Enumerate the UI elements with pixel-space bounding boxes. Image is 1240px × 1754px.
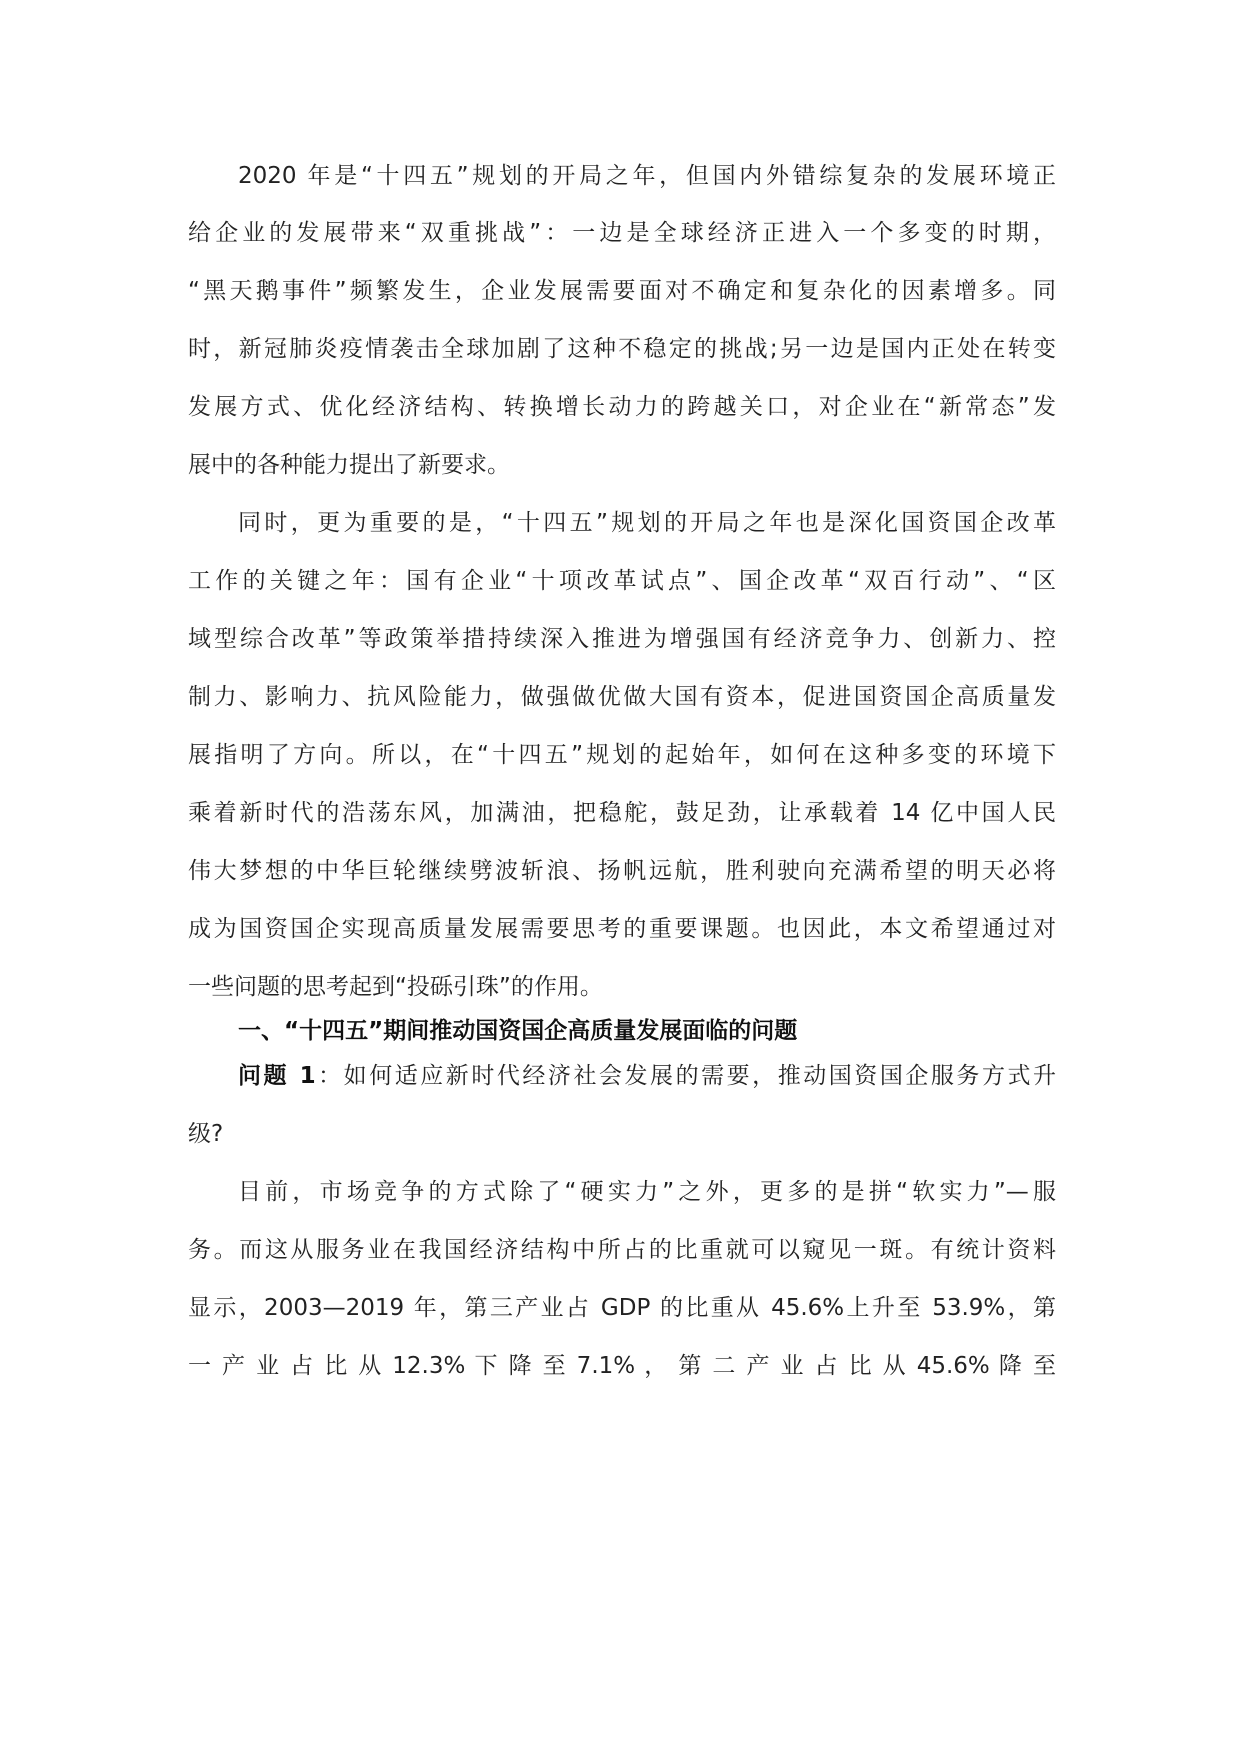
- paragraph-1-line-6: 展中的各种能力提出了新要求。: [188, 452, 510, 478]
- paragraph-2-line-5: 展指明了方向。所以，在“十四五”规划的起始年，如何在这种多变的环境下: [188, 742, 1056, 768]
- question-1-label: 问题 1: [238, 1063, 316, 1089]
- paragraph-1-line-2: 给企业的发展带来“双重挑战”：一边是全球经济正进入一个多变的时期，: [188, 220, 1056, 246]
- paragraph-2-line-6: 乘着新时代的浩荡东风，加满油，把稳舵，鼓足劲，让承载着 14 亿中国人民: [188, 800, 1056, 826]
- question-1-text: ：如何适应新时代经济社会发展的需要，推动国资国企服务方式升: [315, 1063, 1056, 1089]
- paragraph-2-line-3: 域型综合改革”等政策举措持续深入推进为增强国有经济竞争力、创新力、控: [188, 626, 1056, 652]
- paragraph-3-line-1: 目前，市场竞争的方式除了“硬实力”之外，更多的是拼“软实力”—服: [238, 1179, 1056, 1205]
- paragraph-3-line-2: 务。而这从服务业在我国经济结构中所占的比重就可以窥见一斑。有统计资料: [188, 1237, 1056, 1263]
- paragraph-2-line-9: 一些问题的思考起到“投砾引珠”的作用。: [188, 974, 603, 1000]
- paragraph-3-line-3: 显示，2003—2019 年，第三产业占 GDP 的比重从 45.6%上升至 53.9%，第: [188, 1295, 1056, 1321]
- paragraph-3-line-4: 一 产 业 占 比 从 12.3% 下 降 至 7.1% ， 第 二 产 业 占 比 从 45.6% 降 至: [188, 1353, 1056, 1379]
- question-1-line-1: [188, 1060, 1056, 1092]
- paragraph-2-line-4: 制力、影响力、抗风险能力，做强做优做大国有资本，促进国资国企高质量发: [188, 684, 1056, 710]
- paragraph-2-line-1: 同时，更为重要的是，“十四五”规划的开局之年也是深化国资国企改革: [238, 510, 1056, 536]
- question-1-line-2: 级?: [188, 1121, 224, 1147]
- paragraph-1-line-1: 2020 年是“十四五”规划的开局之年，但国内外错综复杂的发展环境正: [238, 163, 1056, 189]
- paragraph-2-line-7: 伟大梦想的中华巨轮继续劈波斩浪、扬帆远航，胜利驶向充满希望的明天必将: [188, 858, 1056, 884]
- paragraph-2-line-2: 工作的关键之年：国有企业“十项改革试点”、国企改革“双百行动”、“区: [188, 568, 1056, 594]
- paragraph-1-line-3: “黑天鹅事件”频繁发生，企业发展需要面对不确定和复杂化的因素增多。同: [188, 278, 1056, 304]
- section-heading: 一、“十四五”期间推动国资国企高质量发展面临的问题: [238, 1018, 798, 1044]
- paragraph-1-line-4: 时，新冠肺炎疫情袭击全球加剧了这种不稳定的挑战;另一边是国内正处在转变: [188, 336, 1056, 362]
- paragraph-2-line-8: 成为国资国企实现高质量发展需要思考的重要课题。也因此，本文希望通过对: [188, 916, 1056, 942]
- paragraph-1-line-5: 发展方式、优化经济结构、转换增长动力的跨越关口，对企业在“新常态”发: [188, 394, 1056, 420]
